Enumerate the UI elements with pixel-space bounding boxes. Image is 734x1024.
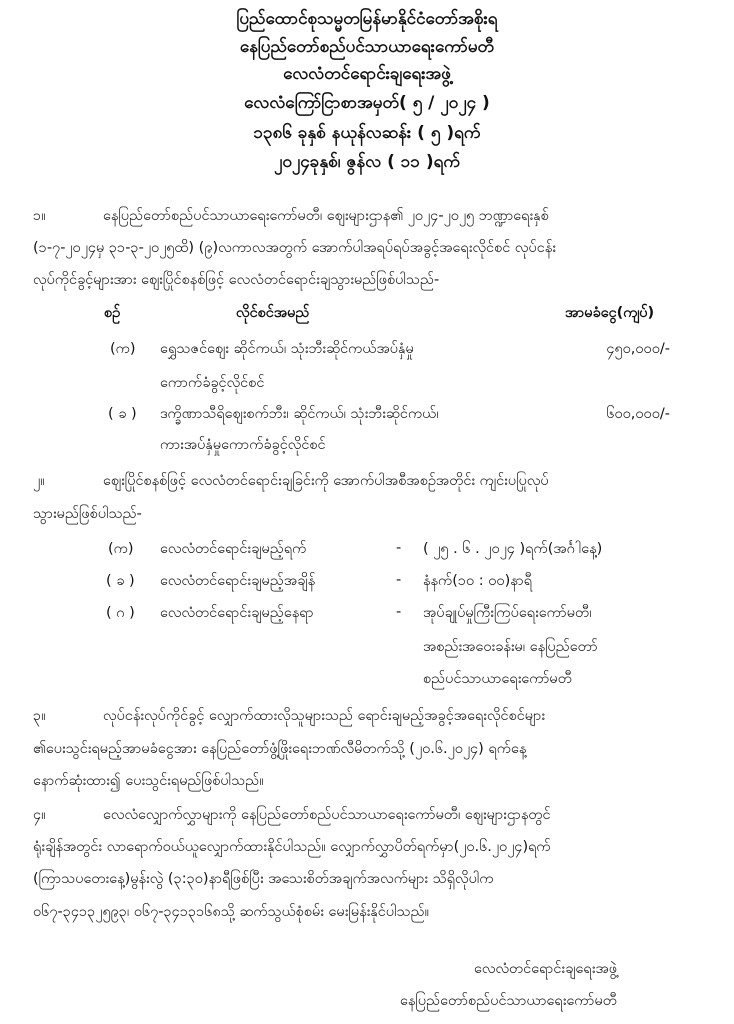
- para1-number: ၁။: [33, 208, 46, 224]
- schedule-label: လေလံတင်ရောင်းချမည့်အချိန်: [160, 573, 316, 589]
- para3-line: ၏ပေးသွင်းရမည့်အာမခံငွေအား နေပြည်တော်ဖွံ့ဖြိုးရေးဘဏ်လီမိတက်သို့ (၂၀.၆.၂၀၂၄) ရက်နေ့: [33, 741, 527, 757]
- header-myanmar-date: ၁၃၈၆ ခုနှစ် နယုန်လဆန်း ( ၅ )ရက်: [253, 123, 481, 143]
- schedule-value: စည်ပင်သာယာရေးကော်မတီ: [423, 671, 572, 687]
- para3-number: ၃။: [33, 708, 46, 724]
- para4-line: (ကြာသပတေးနေ့)မွန်းလွဲ (၃:၃၀)နာရီဖြစ်ပြီး အသေးစိတ်အချက်အလက်များ သိရှိလိုပါက: [33, 871, 494, 887]
- para3-line: နောက်ဆုံးထား၍ ပေးသွင်းရမည်ဖြစ်ပါသည်။: [33, 773, 264, 789]
- schedule-dash: -: [396, 604, 402, 620]
- schedule-dash: -: [396, 540, 402, 556]
- header-committee: နေပြည်တော်စည်ပင်သာယာရေးကော်မတီ: [239, 37, 495, 57]
- schedule-number: (က): [108, 541, 134, 557]
- signature-team: လေလံတင်ရောင်းချရေးအဖွဲ့: [474, 961, 618, 977]
- para1-line: (၁-၇-၂၀၂၄မှ ၃၁-၃-၂၀၂၅ထိ) (၉)လကာလအတွက် အောက်ပါအရပ်ရပ်အခွင့်အရေးလိုင်စင် လုပ်ငန်း: [33, 240, 556, 256]
- schedule-label: လေလံတင်ရောင်းချမည့်နေရာ: [160, 605, 314, 621]
- para4-line: ၀၆၇-၃၄၁၃၂၅၉၃၊ ၀၆၇-၃၄၁၃၁၆၈သို့ ဆက်သွယ်စုံစမ်း မေးမြန်းနိုင်ပါသည်။: [33, 904, 430, 920]
- schedule-value: အစည်းအဝေးခန်းမ၊ နေပြည်တော်: [423, 639, 598, 655]
- para4-number: ၄။: [33, 807, 46, 823]
- para4-line: ရုံးချိန်အတွင်း လာရောက်ဝယ်ယူလျှောက်ထားနိုင်ပါသည်။ လျှောက်လွှာပိတ်ရက်မှာ(၂၀.၆.၂၀၂၄)ရက်: [33, 839, 551, 855]
- schedule-value: ( ၂၅ . ၆ . ၂၀၂၄ )ရက်(အင်္ဂါနေ့): [423, 541, 603, 557]
- header-government: ပြည်ထောင်စုသမ္မတမြန်မာနိုင်ငံတော်အစိုးရ: [236, 9, 498, 29]
- schedule-value: နံနက်(၁၀ : ၀၀)နာရီ: [423, 573, 533, 589]
- schedule-value: အုပ်ချုပ်မှုကြီးကြပ်ရေးကော်မတီ၊: [423, 605, 592, 621]
- para1-line: လုပ်ကိုင်ခွင့်များအား ဈေးပြိုင်စနစ်ဖြင့် လေလံတင်ရောင်းချသွားမည်ဖြစ်ပါသည်-: [33, 272, 440, 288]
- header-notice-number: လေလံကြော်ငြာစာအမှတ်( ၅ / ၂၀၂၄ ): [244, 93, 490, 113]
- schedule-label: လေလံတင်ရောင်းချမည့်ရက်: [160, 541, 307, 557]
- table-header-amount: အာမခံငွေ(ကျပ်): [565, 305, 655, 321]
- table-row-amount: ၄၅၀,၀၀၀/-: [606, 341, 670, 357]
- para2-line: ဈေးပြိုင်စနစ်ဖြင့် လေလံတင်ရောင်းချခြင်းကို အောက်ပါအစီအစဉ်အတိုင်း ကျင်းပပြုလုပ်: [103, 473, 549, 489]
- schedule-number: ( ဂ ): [106, 605, 135, 621]
- signature-committee: နေပြည်တော်စည်ပင်သာယာရေးကော်မတီ: [400, 993, 617, 1009]
- header-gregorian-date: ၂၀၂၄ခုနှစ်၊ ဇွန်လ ( ၁၁ )ရက်: [273, 152, 460, 172]
- table-row-name: ရွှေသဇင်ဈေး ဆိုင်ကယ်၊ သုံးဘီးဆိုင်ကယ်အပ်နှံမှု: [160, 341, 414, 357]
- para2-number: ၂။: [33, 473, 45, 489]
- table-header-name: လိုင်စင်အမည်: [236, 305, 310, 321]
- para3-line: လုပ်ငန်းလုပ်ကိုင်ခွင့် လျှောက်ထားလိုသူများသည် ရောင်းချမည့်အခွင့်အရေးလိုင်စင်များ: [103, 708, 546, 724]
- table-row-name: ကောက်ခံခွင့်လိုင်စင်: [160, 375, 265, 391]
- schedule-number: ( ခ ): [106, 573, 135, 589]
- para2-line: သွားမည်ဖြစ်ပါသည်-: [33, 506, 142, 522]
- table-row-number: (က): [110, 341, 136, 357]
- schedule-dash: -: [396, 572, 402, 588]
- header-auction-team: လေလံတင်ရောင်းချရေးအဖွဲ့: [283, 64, 451, 84]
- para4-line: လေလံလျှောက်လွှာများကို နေပြည်တော်စည်ပင်သာယာရေးကော်မတီ၊ ဈေးများဌာနတွင်: [103, 807, 551, 823]
- table-row-amount: ၆၀၀,၀၀၀/-: [606, 406, 670, 422]
- table-row-name: ဒက္ခိဏာသီရိဈေးစက်ဘီး၊ ဆိုင်ကယ်၊ သုံးဘီးဆိုင်ကယ်၊: [160, 406, 439, 422]
- table-row-name: ကားအပ်နှံမှုကောက်ခံခွင့်လိုင်စင်: [160, 437, 326, 453]
- table-row-number: ( ခ ): [108, 406, 137, 422]
- table-header-number: စဉ်: [104, 305, 121, 321]
- para1-line: နေပြည်တော်စည်ပင်သာယာရေးကော်မတီ၊ ဈေးများဌာန၏ ၂၀၂၄-၂၀၂၅ ဘဏ္ဍာရေးနှစ်: [103, 208, 549, 224]
